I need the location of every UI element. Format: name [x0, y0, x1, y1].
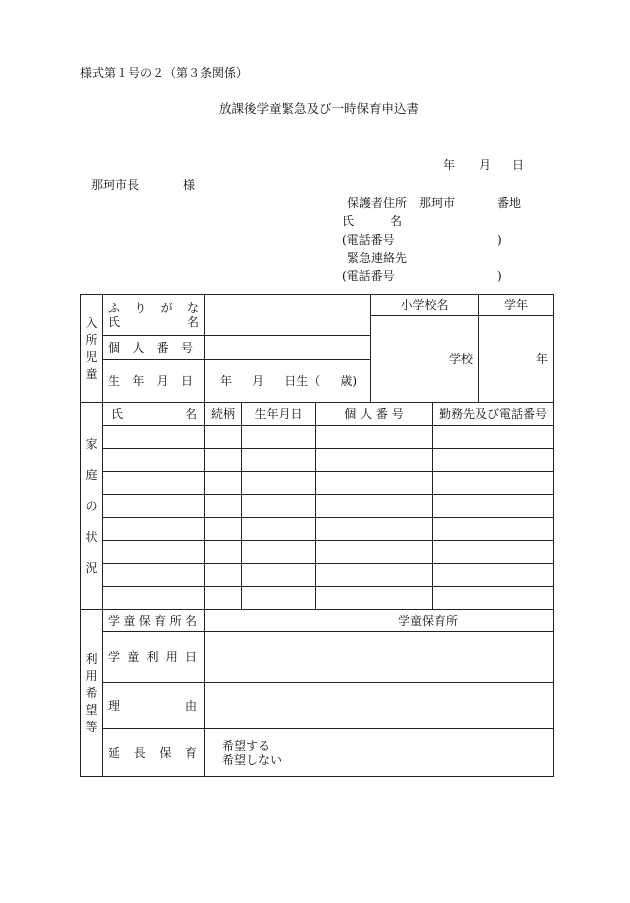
- phone-open: (電話番号: [342, 233, 395, 247]
- facility-name-label: 学 童 保 育 所 名: [103, 610, 205, 632]
- contact-header: 勤務先及び電話番号: [433, 403, 554, 426]
- form-number: 様式第１号の２（第３条関係）: [80, 66, 249, 80]
- family-name-cell[interactable]: [103, 495, 205, 518]
- reason-field[interactable]: [205, 683, 554, 729]
- extended-care-options: [205, 729, 554, 777]
- table-row: [81, 495, 554, 518]
- table-row: [81, 449, 554, 472]
- grade-field[interactable]: [479, 316, 554, 403]
- table-row: [81, 518, 554, 541]
- family-dob-cell[interactable]: [242, 587, 316, 610]
- contact-cell[interactable]: [433, 564, 554, 587]
- table-row: [81, 587, 554, 610]
- guardian-name-label-1: 氏: [342, 214, 355, 228]
- family-id-header: 個 人 番 号: [316, 403, 433, 426]
- extended-care-label: 延 長 保 育: [103, 729, 205, 777]
- date-month-label: 月: [479, 158, 492, 172]
- family-dob-cell[interactable]: [242, 426, 316, 449]
- family-name-cell[interactable]: [103, 518, 205, 541]
- emergency-label: 緊急連絡先: [347, 251, 408, 265]
- family-name-cell[interactable]: [103, 587, 205, 610]
- relation-cell[interactable]: [205, 426, 242, 449]
- family-id-cell[interactable]: [316, 426, 433, 449]
- relation-cell[interactable]: [205, 587, 242, 610]
- family-id-cell[interactable]: [316, 518, 433, 541]
- relation-cell[interactable]: [205, 495, 242, 518]
- facility-suffix: 学童保育所: [398, 613, 459, 628]
- child-id-field[interactable]: [205, 336, 371, 360]
- child-dob-field[interactable]: 年 月 日生（ 歳): [205, 360, 371, 403]
- contact-cell[interactable]: [433, 587, 554, 610]
- school-field[interactable]: [371, 316, 479, 403]
- family-dob-cell[interactable]: [242, 495, 316, 518]
- school-name-header: 小学校名: [371, 295, 479, 316]
- extended-care-no-option[interactable]: 希望しない: [222, 752, 283, 767]
- family-id-cell[interactable]: [316, 472, 433, 495]
- table-row: [81, 564, 554, 587]
- family-name-cell[interactable]: [103, 449, 205, 472]
- contact-cell[interactable]: [433, 449, 554, 472]
- relation-cell[interactable]: [205, 449, 242, 472]
- relation-cell[interactable]: [205, 472, 242, 495]
- table-row: [81, 472, 554, 495]
- date-year-label: 年: [443, 158, 456, 172]
- table-row: [81, 426, 554, 449]
- family-id-cell[interactable]: [316, 564, 433, 587]
- extended-care-yes-option[interactable]: 希望する: [222, 738, 271, 753]
- school-suffix: 学校: [449, 352, 474, 366]
- child-name-field[interactable]: [205, 295, 371, 336]
- usage-section-label: 利 用 希 望 等: [81, 610, 103, 777]
- grade-header: 学年: [479, 295, 554, 316]
- family-name-cell[interactable]: [103, 426, 205, 449]
- relation-cell[interactable]: [205, 564, 242, 587]
- family-name-cell[interactable]: [103, 541, 205, 564]
- grade-suffix: 年: [536, 352, 549, 366]
- family-id-cell[interactable]: [316, 541, 433, 564]
- family-dob-cell[interactable]: [242, 564, 316, 587]
- usage-date-field[interactable]: [205, 632, 554, 683]
- usage-date-label: 学 童 利 用 日: [103, 632, 205, 683]
- furigana-name-label: ふ り が な 氏 名: [103, 295, 205, 336]
- family-id-cell[interactable]: [316, 449, 433, 472]
- relation-cell[interactable]: [205, 541, 242, 564]
- address-suffix: 番地: [497, 196, 522, 210]
- id-number-label: 個 人 番 号: [103, 336, 205, 360]
- guardian-name-label-2: 名: [390, 214, 403, 228]
- date-day-label: 日: [512, 158, 525, 172]
- family-dob-cell[interactable]: [242, 449, 316, 472]
- family-id-cell[interactable]: [316, 587, 433, 610]
- contact-cell[interactable]: [433, 495, 554, 518]
- family-section-label: 家 庭 の 状 況: [81, 403, 103, 610]
- facility-name-field[interactable]: [205, 610, 554, 632]
- phone2-open: (電話番号: [342, 269, 395, 283]
- phone-close: ): [497, 233, 502, 247]
- addressee: 那珂市長: [91, 178, 140, 192]
- addressee-suffix: 様: [183, 178, 196, 192]
- relation-cell[interactable]: [205, 518, 242, 541]
- reason-label: 理 由: [103, 683, 205, 729]
- guardian-address-label: 保護者住所: [347, 196, 408, 210]
- family-name-header: 氏 名: [103, 403, 205, 426]
- family-id-cell[interactable]: [316, 495, 433, 518]
- family-dob-cell[interactable]: [242, 518, 316, 541]
- relation-header: 続柄: [205, 403, 242, 426]
- family-name-cell[interactable]: [103, 564, 205, 587]
- dob-label: 生 年 月 日: [103, 360, 205, 403]
- application-form-table: [80, 294, 554, 777]
- contact-cell[interactable]: [433, 518, 554, 541]
- family-dob-cell[interactable]: [242, 541, 316, 564]
- contact-cell[interactable]: [433, 541, 554, 564]
- phone2-close: ): [497, 269, 502, 283]
- family-dob-cell[interactable]: [242, 472, 316, 495]
- form-title: 放課後学童緊急及び一時保育申込書: [219, 101, 420, 116]
- family-name-cell[interactable]: [103, 472, 205, 495]
- child-section-label: 入 所 児 童: [81, 295, 103, 403]
- table-row: [81, 541, 554, 564]
- family-dob-header: 生年月日: [242, 403, 316, 426]
- guardian-city: 那珂市: [419, 196, 456, 210]
- contact-cell[interactable]: [433, 426, 554, 449]
- contact-cell[interactable]: [433, 472, 554, 495]
